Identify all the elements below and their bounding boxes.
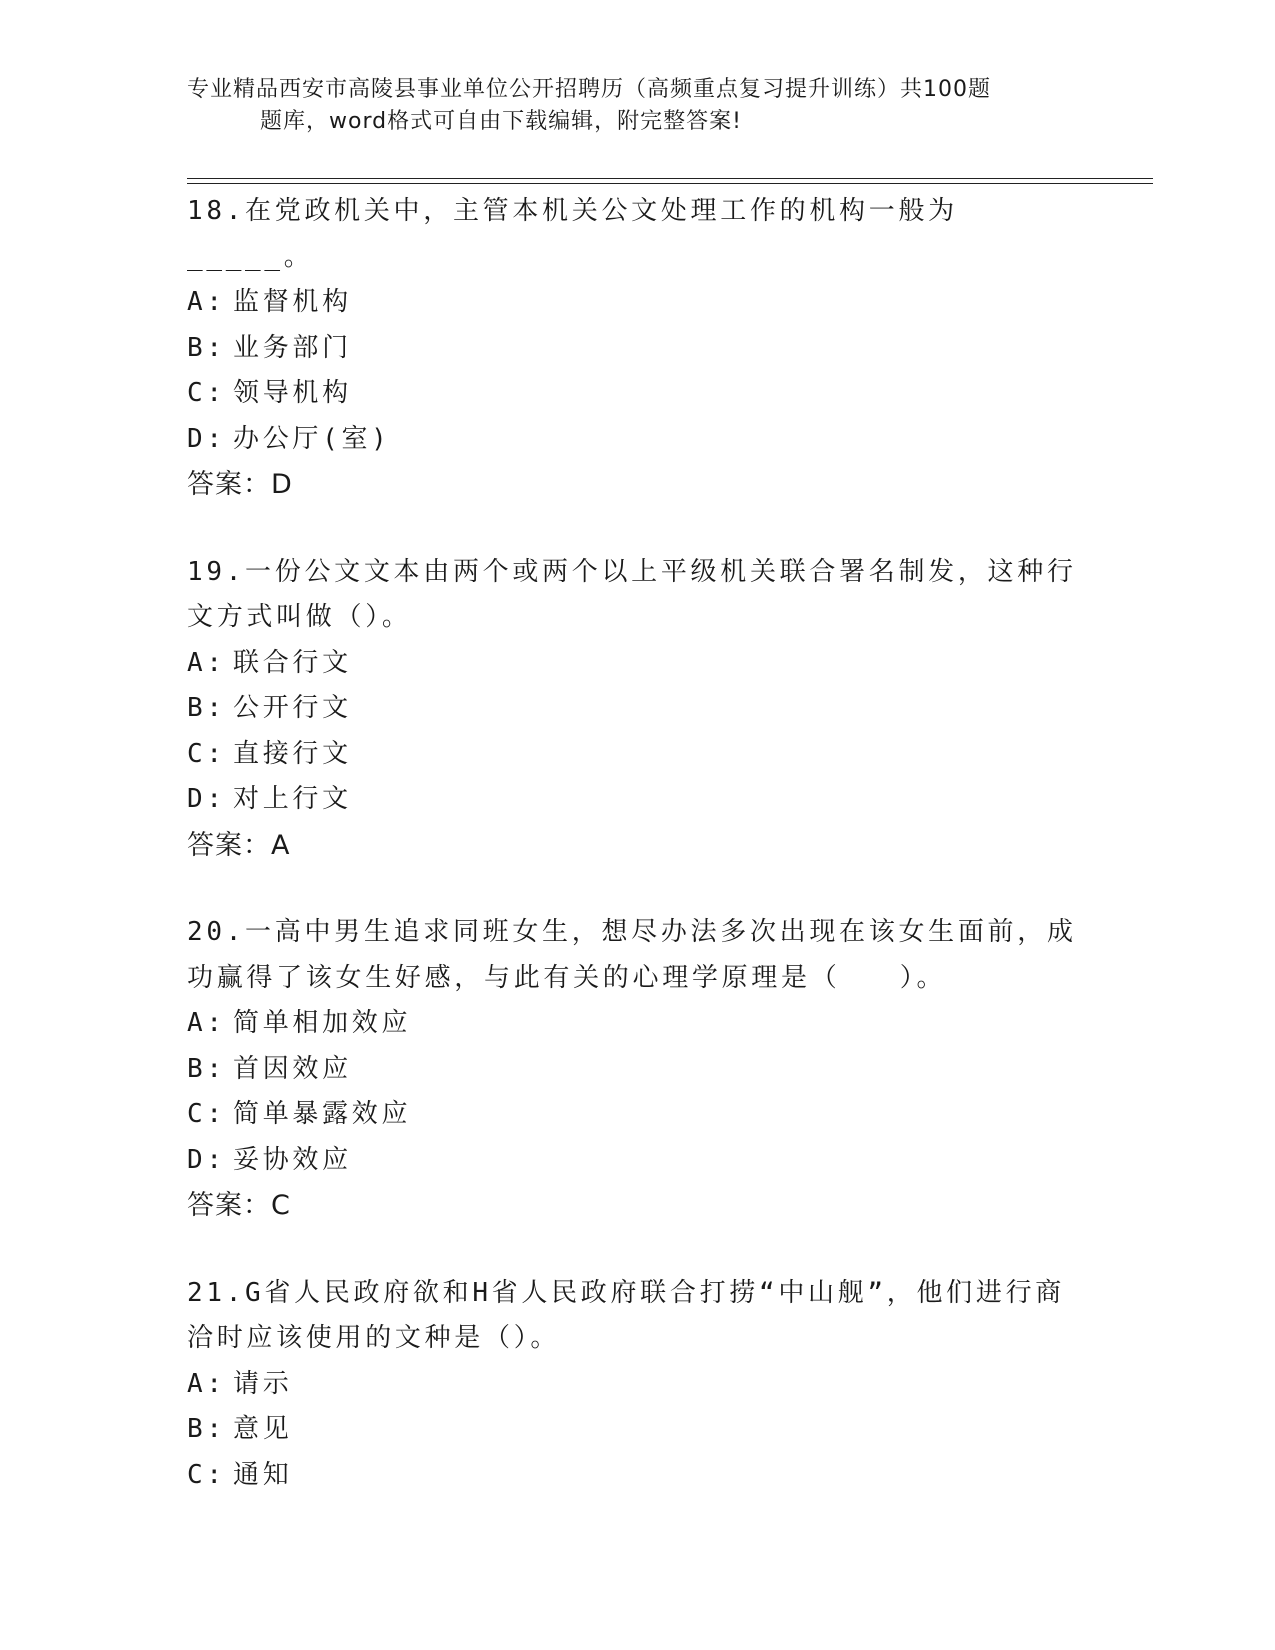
option-text: 联合行文: [233, 647, 352, 678]
option-letter: C:: [187, 1459, 226, 1490]
option-c: [187, 371, 1087, 417]
option-letter: B:: [187, 332, 226, 363]
option-a: [187, 1362, 1087, 1408]
option-a: [187, 1001, 1087, 1047]
option-c: [187, 1092, 1087, 1138]
option-b: [187, 686, 1087, 732]
option-letter: D:: [187, 1144, 226, 1175]
option-d: [187, 777, 1087, 823]
option-text: 简单暴露效应: [233, 1099, 412, 1129]
answer-line: 答案：C: [187, 1190, 291, 1221]
option-text: 领导机构: [233, 378, 352, 408]
option-text: 业务部门: [233, 332, 352, 363]
question-19: [187, 550, 1087, 869]
option-letter: A:: [187, 287, 226, 317]
option-text: 对上行文: [233, 784, 352, 814]
option-a: [187, 641, 1087, 687]
option-text: 通知: [233, 1459, 293, 1490]
option-text: 妥协效应: [233, 1144, 352, 1175]
option-letter: C:: [187, 1099, 226, 1129]
header-divider-bottom: [187, 183, 1153, 184]
option-text: 意见: [233, 1414, 293, 1444]
document-header: [187, 74, 1067, 138]
option-text: 公开行文: [233, 693, 352, 723]
option-letter: C:: [187, 738, 226, 769]
option-text: 请示: [233, 1368, 293, 1399]
option-a: [187, 280, 1087, 326]
header-divider-top: [187, 178, 1153, 179]
answer-line: 答案：D: [187, 469, 293, 500]
option-text: 办公厅(室): [233, 423, 391, 454]
question-text: 20.一高中男生追求同班女生，想尽办法多次出现在该女生面前，成功赢得了该女生好感，与此有关的心理学原理是（ ）。: [187, 917, 1077, 993]
option-d: [187, 1138, 1087, 1184]
option-b: [187, 326, 1087, 372]
option-b: [187, 1047, 1087, 1093]
question-20: [187, 910, 1087, 1229]
option-letter: C:: [187, 378, 226, 408]
option-text: 监督机构: [233, 287, 352, 317]
option-letter: D:: [187, 423, 226, 454]
option-letter: D:: [187, 784, 226, 814]
option-letter: A:: [187, 1008, 226, 1038]
option-letter: B:: [187, 1414, 226, 1444]
question-text: 19.一份公文文本由两个或两个以上平级机关联合署名制发，这种行文方式叫做（）。: [187, 556, 1077, 632]
option-d: [187, 417, 1087, 463]
option-b: [187, 1407, 1087, 1453]
header-line-2: 题库，word格式可自由下载编辑，附完整答案!: [260, 109, 742, 134]
option-letter: B:: [187, 1053, 226, 1084]
answer-line: 答案：A: [187, 829, 291, 861]
question-text: 18.在党政机关中，主管本机关公文处理工作的机构一般为_____。: [187, 196, 958, 272]
option-letter: B:: [187, 693, 226, 723]
question-18: [187, 189, 1087, 508]
question-text: 21.G省人民政府欲和H省人民政府联合打捞“中山舰”，他们进行商洽时应该使用的文种是（）。: [187, 1277, 1065, 1353]
option-text: 首因效应: [233, 1053, 352, 1084]
header-line-1: 专业精品西安市高陵县事业单位公开招聘历（高频重点复习提升训练）共100题: [187, 77, 991, 102]
option-c: [187, 1453, 1087, 1499]
option-letter: A:: [187, 647, 226, 678]
option-letter: A:: [187, 1368, 226, 1399]
question-21: [187, 1271, 1087, 1499]
option-text: 简单相加效应: [233, 1008, 412, 1038]
option-text: 直接行文: [233, 738, 352, 769]
question-list: [187, 189, 1087, 1540]
option-c: [187, 732, 1087, 778]
